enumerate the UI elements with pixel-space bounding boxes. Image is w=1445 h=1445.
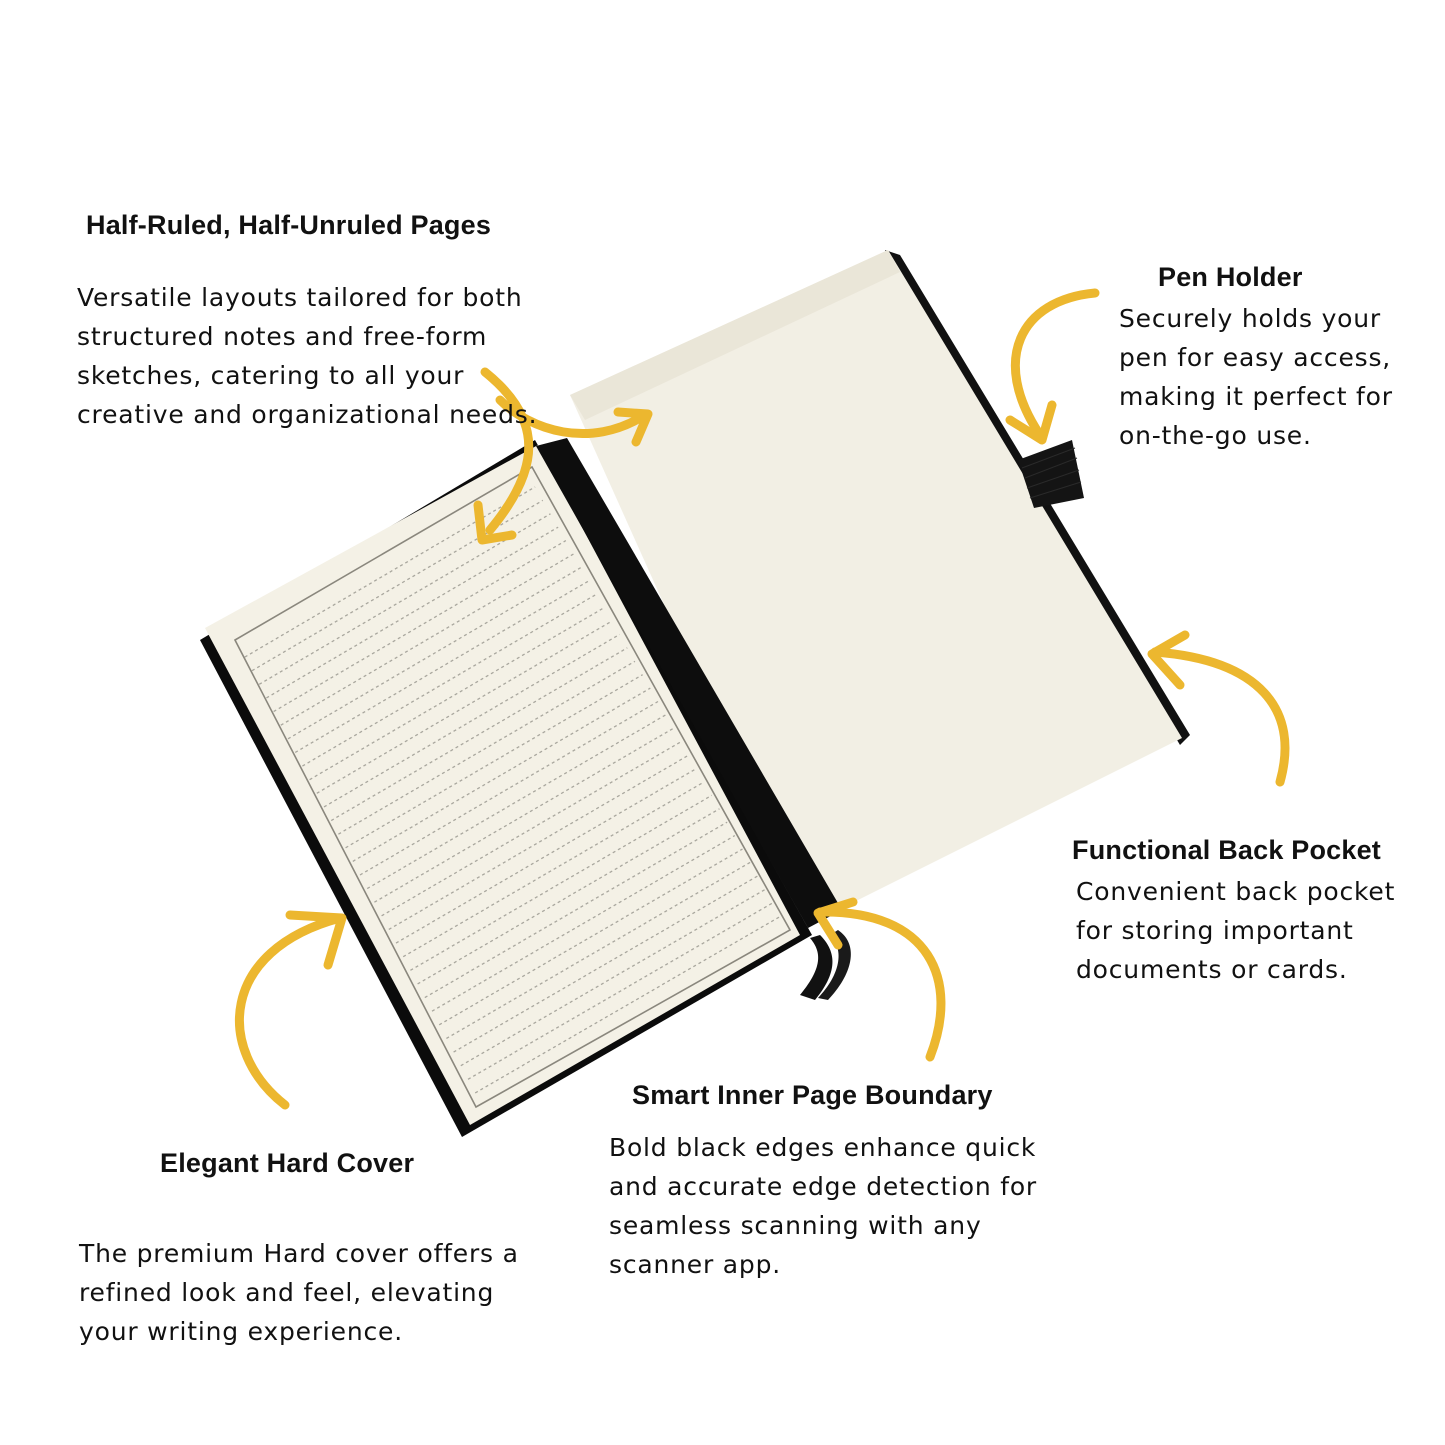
feature-cover (160, 1148, 480, 1179)
feature-description: Convenient back pocket for storing important documents or cards. (1076, 877, 1396, 984)
feature-back-pocket-text (1076, 872, 1421, 989)
feature-pages (86, 210, 646, 241)
arrow-icon (239, 915, 342, 1105)
feature-title: Half-Ruled, Half-Unruled Pages (86, 210, 492, 240)
feature-description: Bold black edges enhance quick and accurate edge detection for seamless scanning with any scanner app. (609, 1133, 1037, 1279)
feature-back-pocket (1072, 835, 1432, 866)
feature-pages-text (77, 278, 547, 434)
arrow-icon (1010, 293, 1095, 440)
feature-description: Securely holds your pen for easy access, making it perfect for on-the-go use. (1119, 304, 1393, 450)
feature-cover-text (79, 1234, 539, 1351)
feature-title: Elegant Hard Cover (160, 1148, 415, 1178)
feature-title: Smart Inner Page Boundary (632, 1080, 993, 1110)
feature-title: Functional Back Pocket (1072, 835, 1381, 865)
feature-description: The premium Hard cover offers a refined look and feel, elevating your writing experience. (79, 1239, 519, 1346)
feature-description: Versatile layouts tailored for both structured notes and free-form sketches, catering to all your creative and organizational needs. (77, 283, 538, 429)
feature-pen-holder (1158, 262, 1408, 293)
feature-pen-holder-text (1119, 299, 1419, 455)
feature-boundary (632, 1080, 1052, 1111)
feature-title: Pen Holder (1158, 262, 1303, 292)
feature-boundary-text (609, 1128, 1059, 1284)
